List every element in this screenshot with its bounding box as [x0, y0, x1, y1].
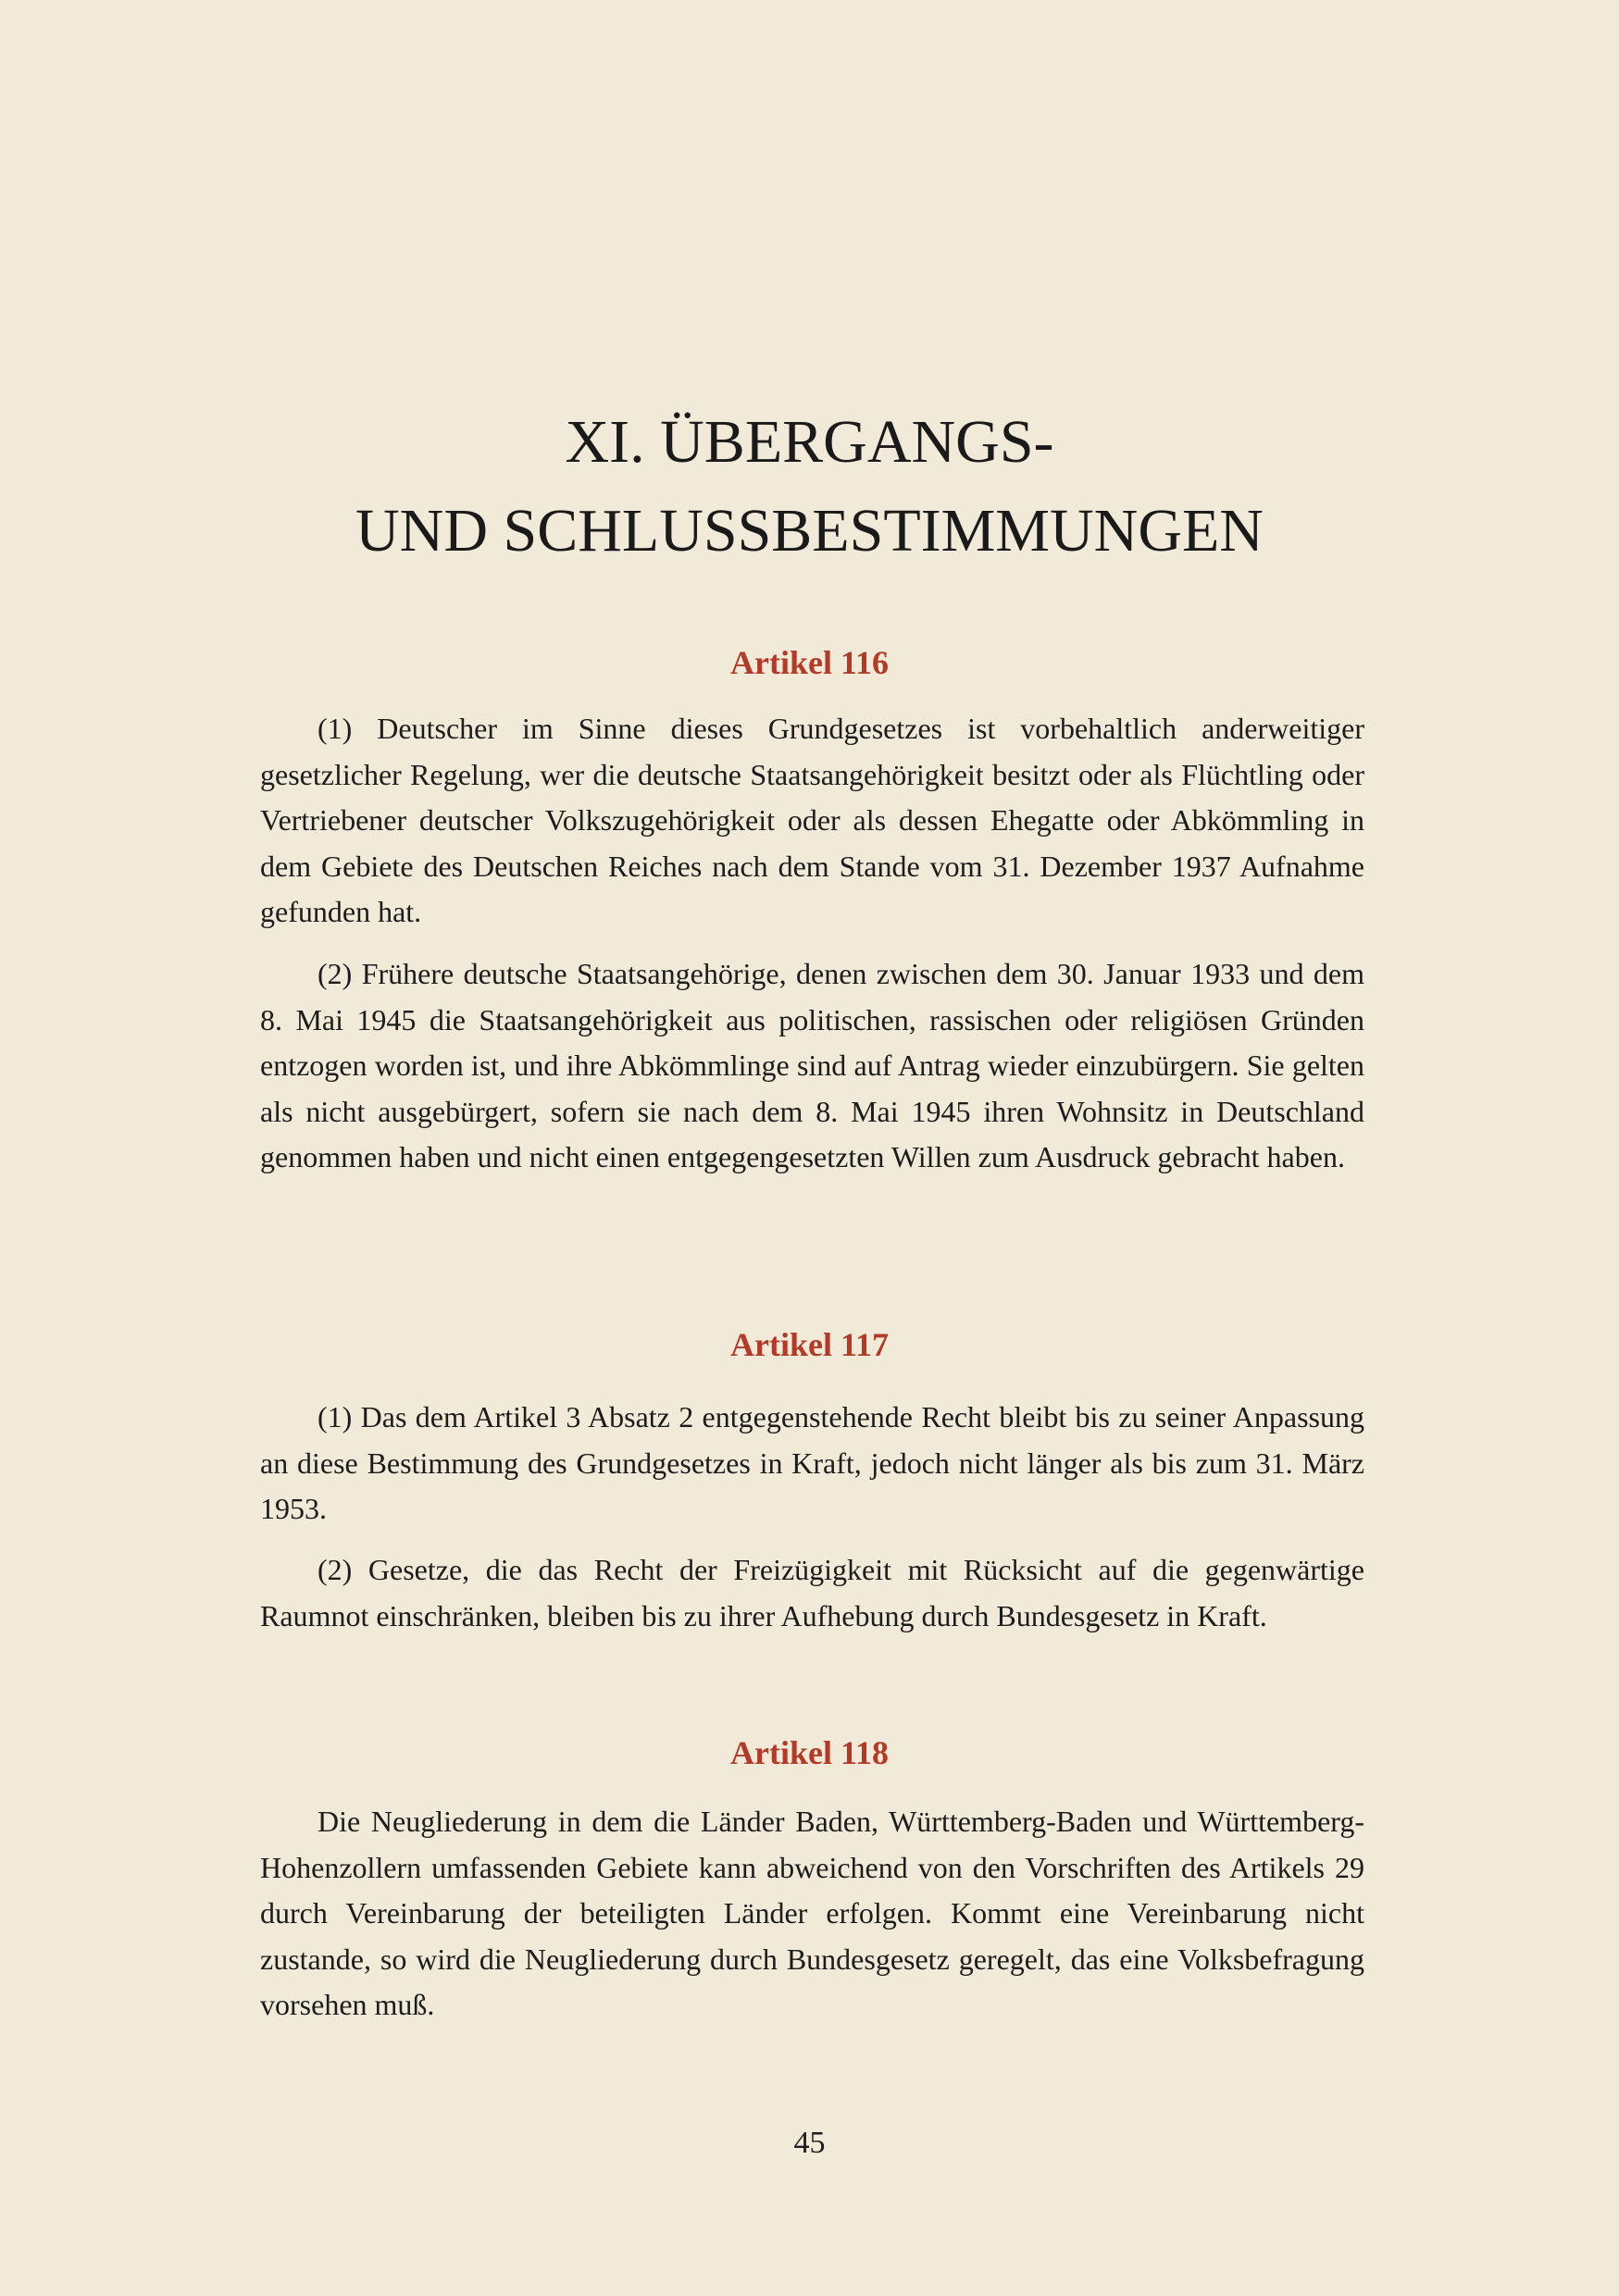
chapter-title — [0, 398, 1619, 576]
article-117-paragraph-1: (1) Das dem Artikel 3 Absatz 2 entgegenstehende Recht bleibt bis zu seiner Anpassung an diese Bestimmung des Grundgesetzes in Kraft, jedoch nicht länger als bis zum 31. März 1953. — [260, 1400, 1364, 1526]
article-118-heading: Artikel 118 — [730, 1734, 889, 1771]
article-116-paragraph-2: (2) Frühere deutsche Staatsangehörige, denen zwischen dem 30. Januar 1933 und dem 8. Mai 1945 die Staatsangehörigkeit aus politischen, rassischen oder religiösen Gründen entzogen worden ist, und ihre Abkömmlinge sind auf Antrag wieder einzubürgern. Sie gelten als nicht ausgebürgert, sofern sie nach dem 8. Mai 1945 ihren Wohnsitz in Deutschland genommen haben und nicht einen entgegengesetzten Willen zum Ausdruck gebracht haben. — [260, 957, 1364, 1174]
article-117-heading: Artikel 117 — [730, 1326, 889, 1363]
article-116-paragraph-1: (1) Deutscher im Sinne dieses Grundgesetzes ist vorbehaltlich anderweitiger gesetzlicher Regelung, wer die deutsche Staatsangehörigkeit besitzt oder als Flüchtling oder Vertriebener deutscher Volkszugehörigkeit oder als dessen Ehegatte oder Abkömmling in dem Gebiete des Deutschen Reiches nach dem Stande vom 31. Dezember 1937 Aufnahme gefunden hat. — [260, 712, 1364, 929]
article-116-heading: Artikel 116 — [730, 644, 889, 681]
article-118-paragraph-1: Die Neugliederung in dem die Länder Baden, Württemberg-Baden und Württemberg-Hohenzollern umfassenden Gebiete kann abweichend von den Vorschriften des Artikels 29 durch Vereinbarung der beteiligten Länder erfolgen. Kommt eine Vereinbarung nicht zustande, so wird die Neugliederung durch Bundesgesetz geregelt, das eine Volksbefragung vorsehen muß. — [260, 1805, 1364, 2022]
chapter-title-line-2: UND SCHLUSSBESTIMMUNGEN — [355, 497, 1264, 565]
article-117-paragraph-2: (2) Gesetze, die das Recht der Freizügigkeit mit Rücksicht auf die gegenwärtige Raumnot einschränken, bleiben bis zu ihrer Aufhebung durch Bundesgesetz in Kraft. — [260, 1553, 1364, 1632]
page-number: 45 — [793, 2126, 826, 2160]
chapter-title-line-1: XI. ÜBERGANGS- — [565, 408, 1054, 476]
